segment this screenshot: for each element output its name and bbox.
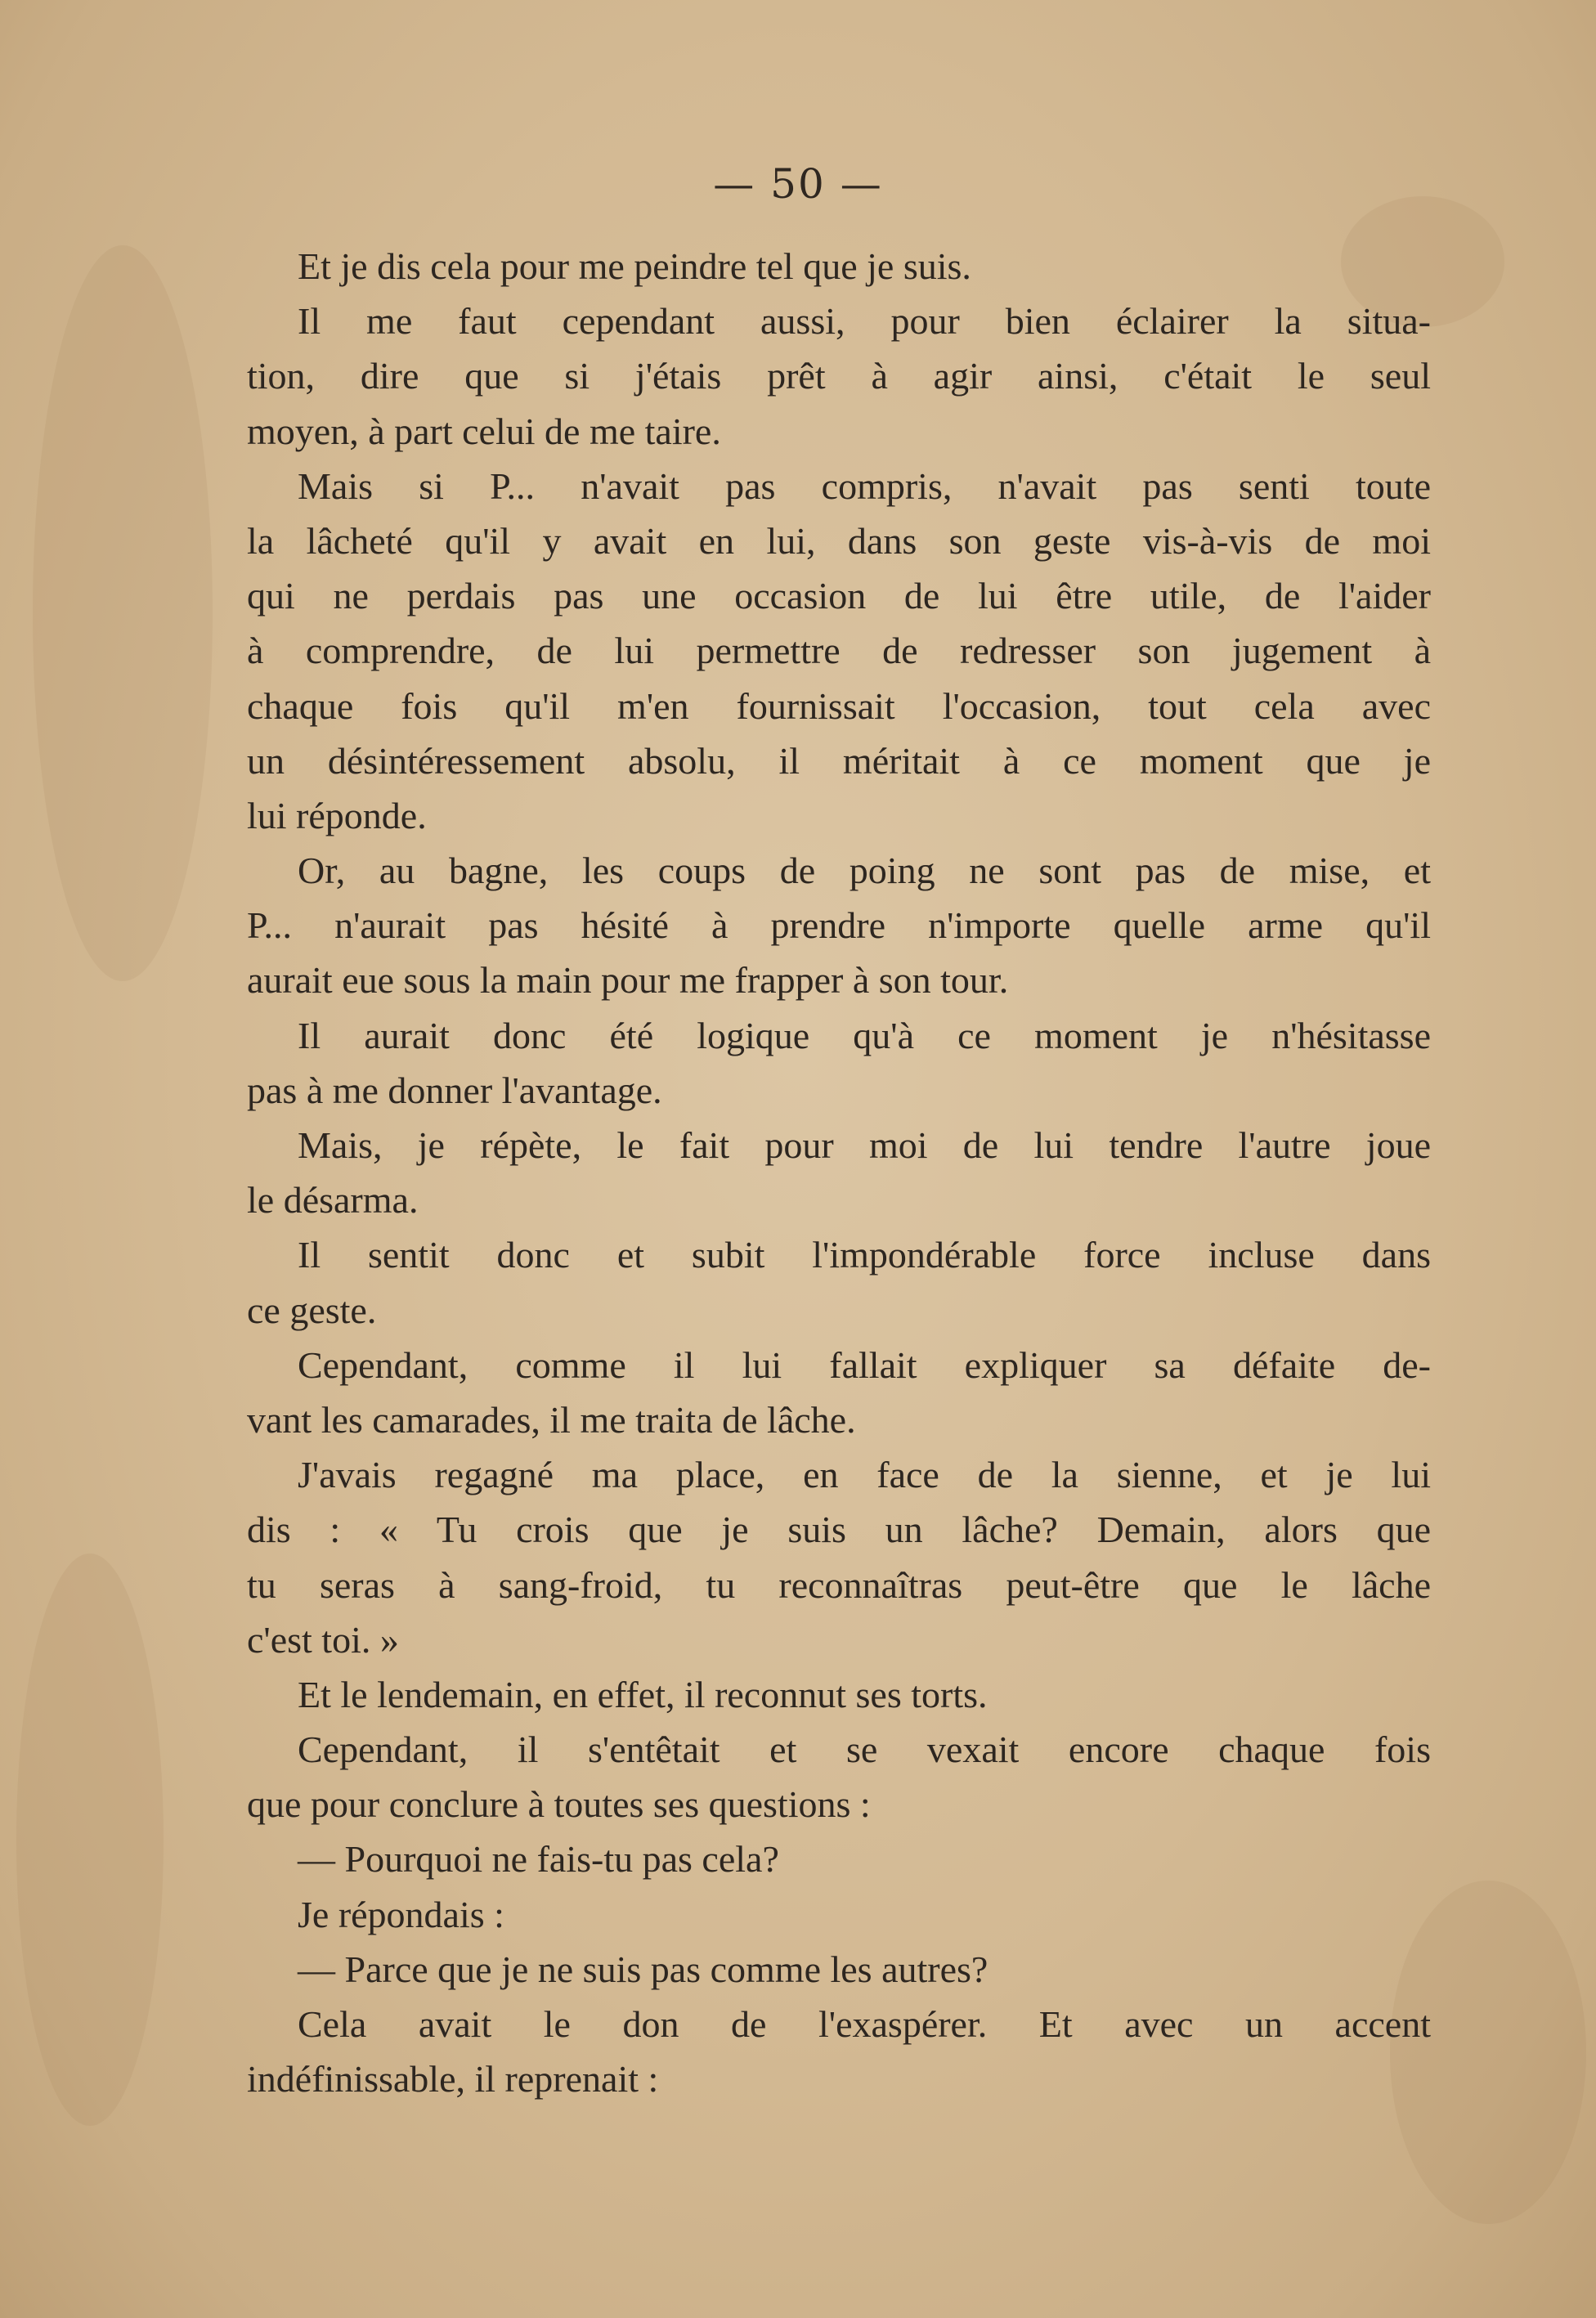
text-line: J'avais regagné ma place, en face de la sienne, et je lui <box>298 1454 1431 1496</box>
text-line: Je répondais : <box>298 1893 504 1935</box>
text-line: Mais si P... n'avait pas compris, n'avait pas senti toute <box>298 464 1431 507</box>
body-text <box>247 239 1431 2106</box>
text-line: aurait eue sous la main pour me frapper à son tour. <box>247 959 1009 1002</box>
text-line: la lâcheté qu'il y avait en lui, dans son geste vis-à-vis de moi <box>247 519 1431 562</box>
text-line: Or, au bagne, les coups de poing ne sont pas de mise, et <box>298 850 1431 892</box>
text-line: Il me faut cependant aussi, pour bien éclairer la situa- <box>298 300 1431 343</box>
text-line: P... n'aurait pas hésité à prendre n'importe quelle arme qu'il <box>247 904 1431 947</box>
text-line: Il aurait donc été logique qu'à ce moment je n'hésitasse <box>298 1014 1431 1056</box>
paper-stain <box>33 245 213 981</box>
text-line: Et le lendemain, en effet, il reconnut ses torts. <box>298 1673 988 1715</box>
text-line: le désarma. <box>247 1179 419 1222</box>
text-line: c'est toi. » <box>247 1618 399 1661</box>
text-line: que pour conclure à toutes ses questions : <box>247 1783 871 1826</box>
text-line: dis : « Tu crois que je suis un lâche? Demain, alors que <box>247 1509 1431 1551</box>
text-line: tion, dire que si j'étais prêt à agir ainsi, c'était le seul <box>247 355 1431 397</box>
text-line: tu seras à sang-froid, tu reconnaîtras peut-être que le lâche <box>247 1563 1431 1606</box>
text-line: — Pourquoi ne fais-tu pas cela? <box>298 1838 779 1881</box>
text-line: un désintéressement absolu, il méritait à ce moment que je <box>247 739 1431 782</box>
text-line: — Parce que je ne suis pas comme les autres? <box>298 1948 989 1990</box>
page-number: — 50 — <box>713 160 883 208</box>
text-line: chaque fois qu'il m'en fournissait l'occasion, tout cela avec <box>247 684 1431 727</box>
text-line: Cependant, comme il lui fallait expliquer sa défaite de- <box>298 1343 1431 1386</box>
paper-stain <box>16 1554 164 2126</box>
text-line: qui ne perdais pas une occasion de lui être utile, de l'aider <box>247 575 1431 617</box>
text-line: lui réponde. <box>247 794 427 836</box>
text-line: indéfinissable, il reprenait : <box>247 2058 659 2101</box>
text-line: Cependant, il s'entêtait et se vexait encore chaque fois <box>298 1728 1431 1771</box>
text-line: ce geste. <box>247 1289 377 1331</box>
text-line: Cela avait le don de l'exaspérer. Et avec un accent <box>298 2003 1431 2045</box>
text-line: Et je dis cela pour me peindre tel que je suis. <box>298 245 971 287</box>
text-line: à comprendre, de lui permettre de redresser son jugement à <box>247 630 1431 672</box>
text-line: Il sentit donc et subit l'impondérable force incluse dans <box>298 1234 1431 1276</box>
text-line: moyen, à part celui de me taire. <box>247 410 721 452</box>
text-line: pas à me donner l'avantage. <box>247 1069 662 1111</box>
text-line: Mais, je répète, le fait pour moi de lui tendre l'autre joue <box>298 1124 1431 1166</box>
text-line: vant les camarades, il me traita de lâche. <box>247 1398 856 1441</box>
